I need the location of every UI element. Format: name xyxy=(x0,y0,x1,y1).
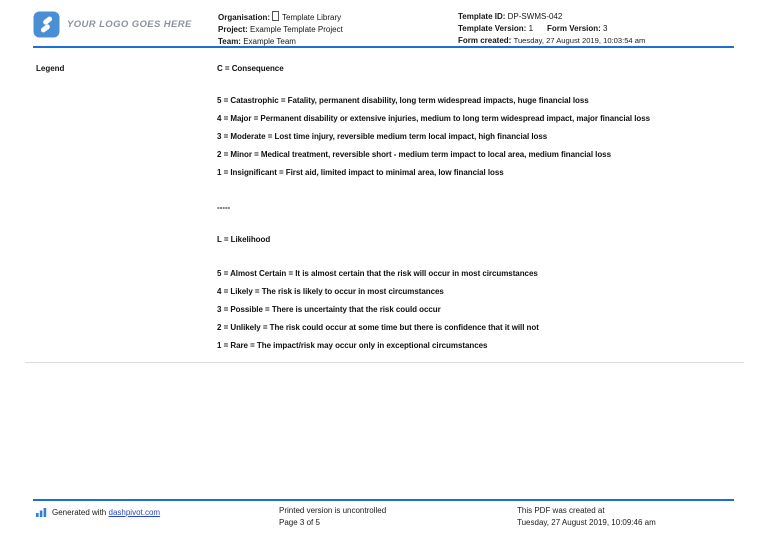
likelihood-heading: L = Likelihood xyxy=(217,235,271,244)
project-label: Project: xyxy=(218,25,248,34)
template-id-row xyxy=(458,11,645,23)
organisation-label: Organisation: xyxy=(218,13,271,22)
versions-row xyxy=(458,23,645,35)
consequence-item: 3 = Moderate = Lost time injury, reversible medium term local impact, high financial loss xyxy=(217,132,548,141)
generated-with-label: Generated with xyxy=(52,508,107,517)
consequence-item: 5 = Catastrophic = Fatality, permanent disability, long term widespread impacts, huge financial loss xyxy=(217,96,589,105)
header-divider xyxy=(33,46,734,48)
logo-placeholder-text: YOUR LOGO GOES HERE xyxy=(67,19,192,30)
template-version-value: 1 xyxy=(528,24,534,33)
organisation-info xyxy=(218,11,343,48)
project-row xyxy=(218,24,343,36)
footer-generated xyxy=(36,507,160,519)
page-number: Page 3 of 5 xyxy=(279,517,320,527)
organisation-row xyxy=(218,11,343,24)
template-id-label: Template ID: xyxy=(458,12,506,21)
likelihood-item: 5 = Almost Certain = It is almost certain that the risk will occur in most circumstances xyxy=(217,269,538,278)
form-version-value: 3 xyxy=(603,24,608,33)
project-value: Example Template Project xyxy=(250,25,343,34)
separator-dashes: ----- xyxy=(217,203,231,212)
missing-glyph-box xyxy=(272,11,279,21)
consequence-item: 2 = Minor = Medical treatment, reversible short - medium term impact to local area, medium financial loss xyxy=(217,150,611,159)
form-created-value: Tuesday, 27 August 2019, 10:03:54 am xyxy=(513,36,646,45)
company-logo-icon xyxy=(33,11,60,38)
form-version-label: Form Version: xyxy=(547,24,601,33)
template-id-value: DP-SWMS-042 xyxy=(507,12,563,21)
template-info xyxy=(458,11,645,47)
footer-printed xyxy=(279,505,386,528)
likelihood-item: 3 = Possible = There is uncertainty that the risk could occur xyxy=(217,305,441,314)
printed-version-text: Printed version is uncontrolled xyxy=(279,506,387,515)
organisation-value: Template Library xyxy=(282,13,342,22)
team-value: Example Team xyxy=(243,37,296,46)
legend-section-label: Legend xyxy=(36,64,65,73)
likelihood-item: 2 = Unlikely = The risk could occur at some time but there is confidence that it will not xyxy=(217,323,539,332)
template-version-label: Template Version: xyxy=(458,24,527,33)
team-label: Team: xyxy=(218,37,241,46)
footer-divider xyxy=(33,499,734,501)
likelihood-item: 1 = Rare = The impact/risk may occur only in exceptional circumstances xyxy=(217,341,488,350)
likelihood-item: 4 = Likely = The risk is likely to occur in most circumstances xyxy=(217,287,444,296)
pdf-created-text: This PDF was created at xyxy=(517,506,605,515)
generated-with-text xyxy=(52,507,160,519)
logo-area xyxy=(33,11,192,38)
form-created-label: Form created: xyxy=(458,36,512,45)
section-divider xyxy=(25,362,744,363)
consequence-heading: C = Consequence xyxy=(217,64,284,73)
consequence-item: 4 = Major = Permanent disability or extensive injuries, medium to long term widespread impact, major financial loss xyxy=(217,114,651,123)
dashpivot-link[interactable]: dashpivot.com xyxy=(108,508,161,517)
dashpivot-bars-icon xyxy=(36,507,47,518)
consequence-item: 1 = Insignificant = First aid, limited impact to minimal area, low financial loss xyxy=(217,168,504,177)
legend-content xyxy=(217,60,737,355)
footer-created xyxy=(517,505,656,528)
pdf-created-timestamp: Tuesday, 27 August 2019, 10:09:46 am xyxy=(517,517,656,527)
